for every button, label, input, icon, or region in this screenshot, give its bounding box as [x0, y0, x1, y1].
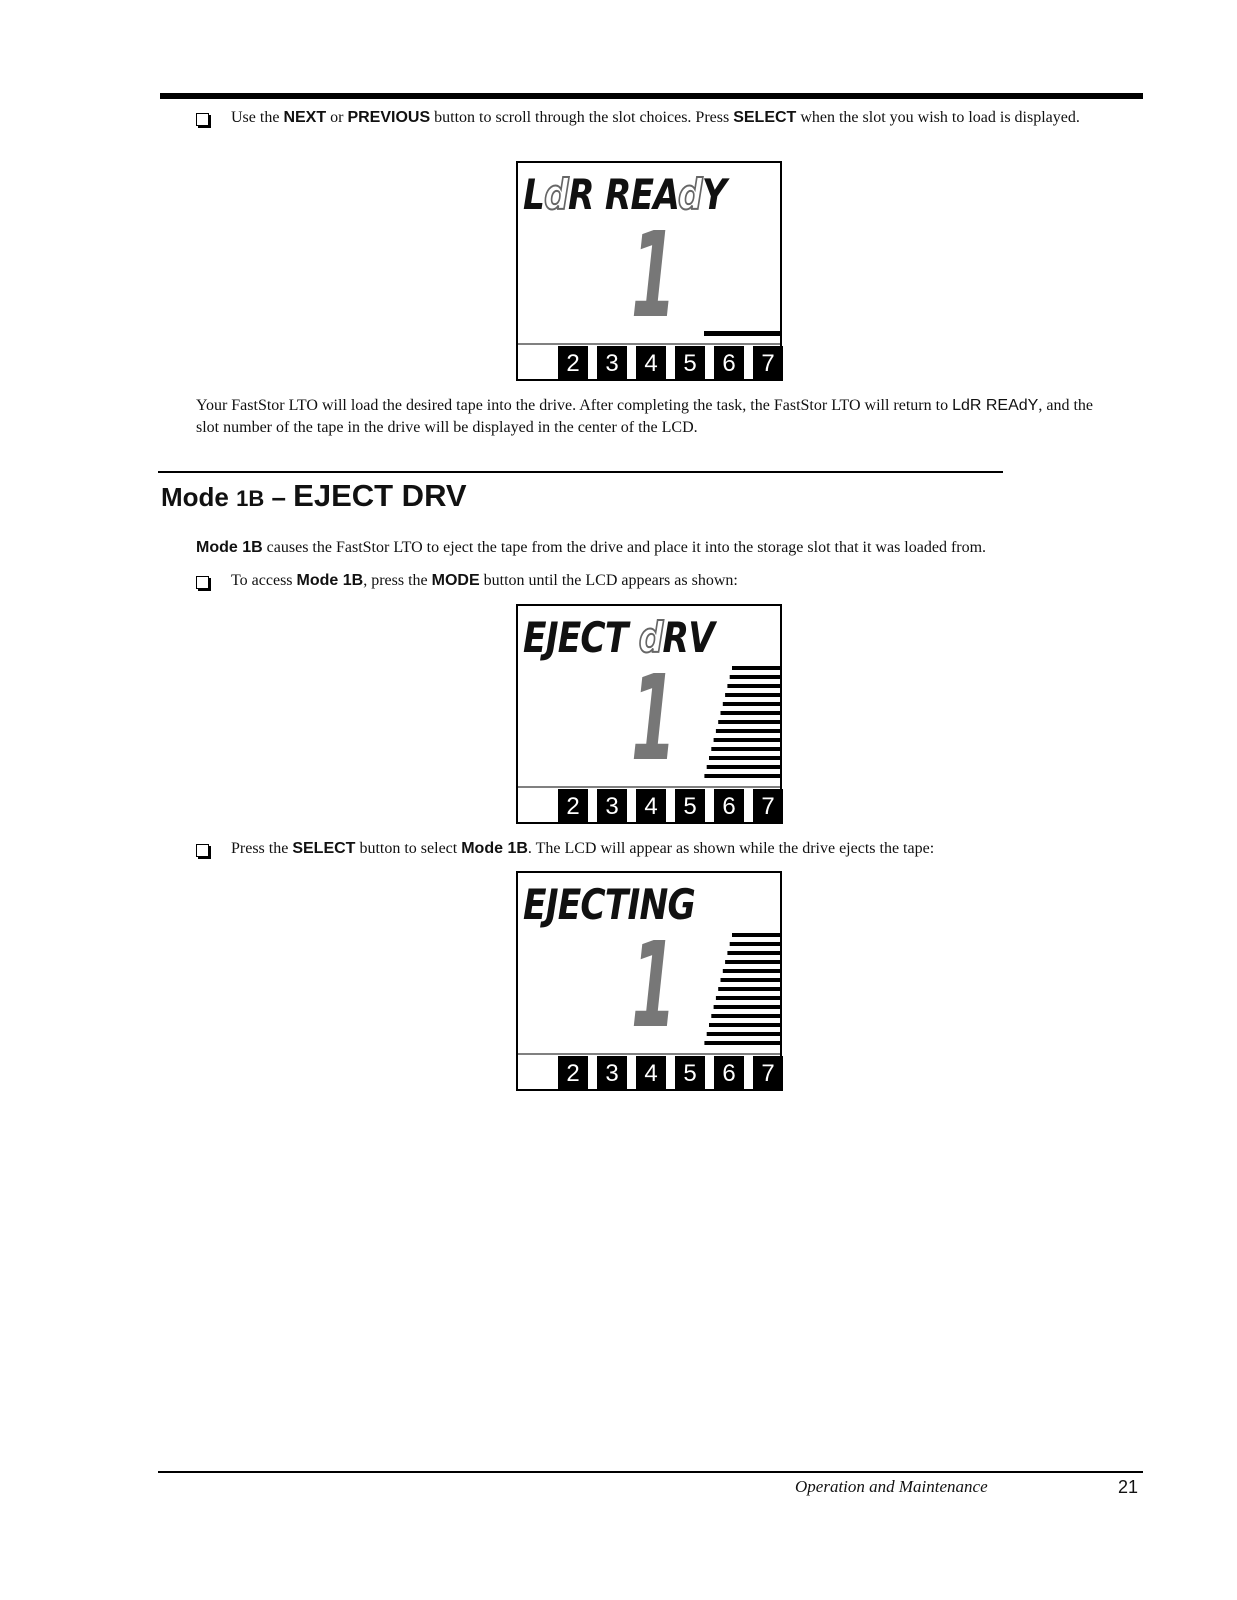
select-button-ref: SELECT — [292, 840, 356, 857]
paragraph-load-result: Your FastStor LTO will load the desired tape into the drive. After completing the task, the FastStor LTO will return to LdR REAdY, and the slot number of the tape in the drive will be displayed in the center of the LCD. — [196, 397, 1093, 436]
page-number: 21 — [1118, 1477, 1139, 1497]
lcd-slot-digit: 1 — [631, 206, 677, 344]
level-bar-segment — [721, 978, 781, 982]
mode-1b-ref: Mode 1B — [196, 539, 263, 556]
level-bar-segment — [704, 774, 780, 778]
slot-indicator: 6 — [714, 789, 744, 824]
level-bar-segment — [704, 1041, 780, 1045]
lcd-slot-digit: 1 — [631, 916, 677, 1054]
level-bar-segment — [709, 756, 780, 760]
slot-indicator: 7 — [753, 789, 783, 824]
slot-indicator: 5 — [675, 789, 705, 824]
level-bar-segment — [725, 693, 780, 697]
slot-indicator: 3 — [597, 1056, 627, 1091]
slot-indicator: 4 — [636, 1056, 666, 1091]
slot-indicator: 5 — [675, 1056, 705, 1091]
slot-indicator: 7 — [753, 1056, 783, 1091]
level-bar-segment — [732, 666, 780, 670]
checkbox-bullet-icon — [196, 844, 209, 857]
slot-indicator: 7 — [753, 346, 783, 381]
level-bar-segment — [711, 1014, 780, 1018]
lcd-status-text: EJECT dRV — [523, 613, 715, 662]
slot-indicator: 6 — [714, 346, 744, 381]
slot-indicator: 3 — [597, 789, 627, 824]
slot-indicator: 2 — [558, 789, 588, 824]
slot-indicator: 4 — [636, 789, 666, 824]
slot-indicator: 6 — [714, 1056, 744, 1091]
slot-indicator: 4 — [636, 346, 666, 381]
lcd-slot-indicators — [558, 1056, 792, 1091]
lcd-display-eject-drv — [516, 604, 782, 824]
previous-button-ref: PREVIOUS — [347, 109, 431, 126]
mode-1b-ref: Mode 1B — [461, 840, 528, 857]
slot-indicator: 2 — [558, 1056, 588, 1091]
lcd-slot-indicators — [558, 346, 792, 381]
lcd-slot-digit: 1 — [631, 649, 677, 787]
footer-section-title: Operation and Maintenance — [795, 1477, 988, 1496]
level-bar-segment — [714, 738, 780, 742]
level-bar-segment — [707, 1032, 780, 1036]
slot-indicator: 3 — [597, 346, 627, 381]
level-bar-segment — [709, 1023, 780, 1027]
level-bar-segment — [718, 720, 780, 724]
level-bar-segment — [721, 711, 781, 715]
level-bar-segment — [730, 675, 780, 679]
checkbox-bullet-icon — [196, 576, 209, 589]
lcd-display-ejecting — [516, 871, 782, 1091]
slot-indicator: 2 — [558, 346, 588, 381]
mode-button-ref: MODE — [431, 572, 480, 589]
select-button-ref: SELECT — [733, 109, 797, 126]
top-rule — [160, 93, 1143, 99]
checkbox-bullet-icon — [196, 113, 209, 126]
lcd-display-ldr-ready — [516, 161, 782, 381]
level-bar-segment — [716, 729, 780, 733]
next-button-ref: NEXT — [283, 109, 327, 126]
level-bar-segment — [714, 1005, 780, 1009]
mode-1b-ref: Mode 1B — [296, 572, 364, 589]
step-scroll-slots: Use the NEXT or PREVIOUS button to scroll through the slot choices. Press SELECT when the slot you wish to load is displayed. — [231, 109, 1080, 126]
level-bar-segment — [707, 765, 780, 769]
ldr-ready-ref: LdR REAdY — [952, 397, 1039, 414]
footer-rule — [158, 1471, 1143, 1473]
level-bar-segment — [732, 933, 780, 937]
lcd-status-text: LdR REAdY — [523, 170, 727, 219]
step-select-mode: Press the SELECT button to select Mode 1B. The LCD will appear as shown while the drive ejects the tape: — [231, 840, 935, 857]
level-bar-segment — [723, 702, 780, 706]
paragraph-mode-description: Mode 1B causes the FastStor LTO to eject the tape from the drive and place it into the storage slot that it was loaded from. — [196, 539, 987, 556]
lcd-slot-indicators — [558, 789, 792, 824]
level-bar-segment — [725, 960, 780, 964]
step-access-mode: To access Mode 1B, press the MODE button until the LCD appears as shown: — [231, 572, 738, 589]
level-bar-segment — [716, 996, 780, 1000]
section-rule — [158, 471, 1003, 473]
level-bar-segment — [723, 969, 780, 973]
level-bar-segment — [718, 987, 780, 991]
level-bar-segment — [727, 684, 780, 688]
lcd-status-text: EJECTING — [523, 880, 695, 929]
level-bar-segment — [730, 942, 780, 946]
slot-indicator: 5 — [675, 346, 705, 381]
section-heading: Mode 1B – EJECT DRV — [161, 478, 467, 513]
level-bar-segment — [727, 951, 780, 955]
level-bar-segment — [711, 747, 780, 751]
